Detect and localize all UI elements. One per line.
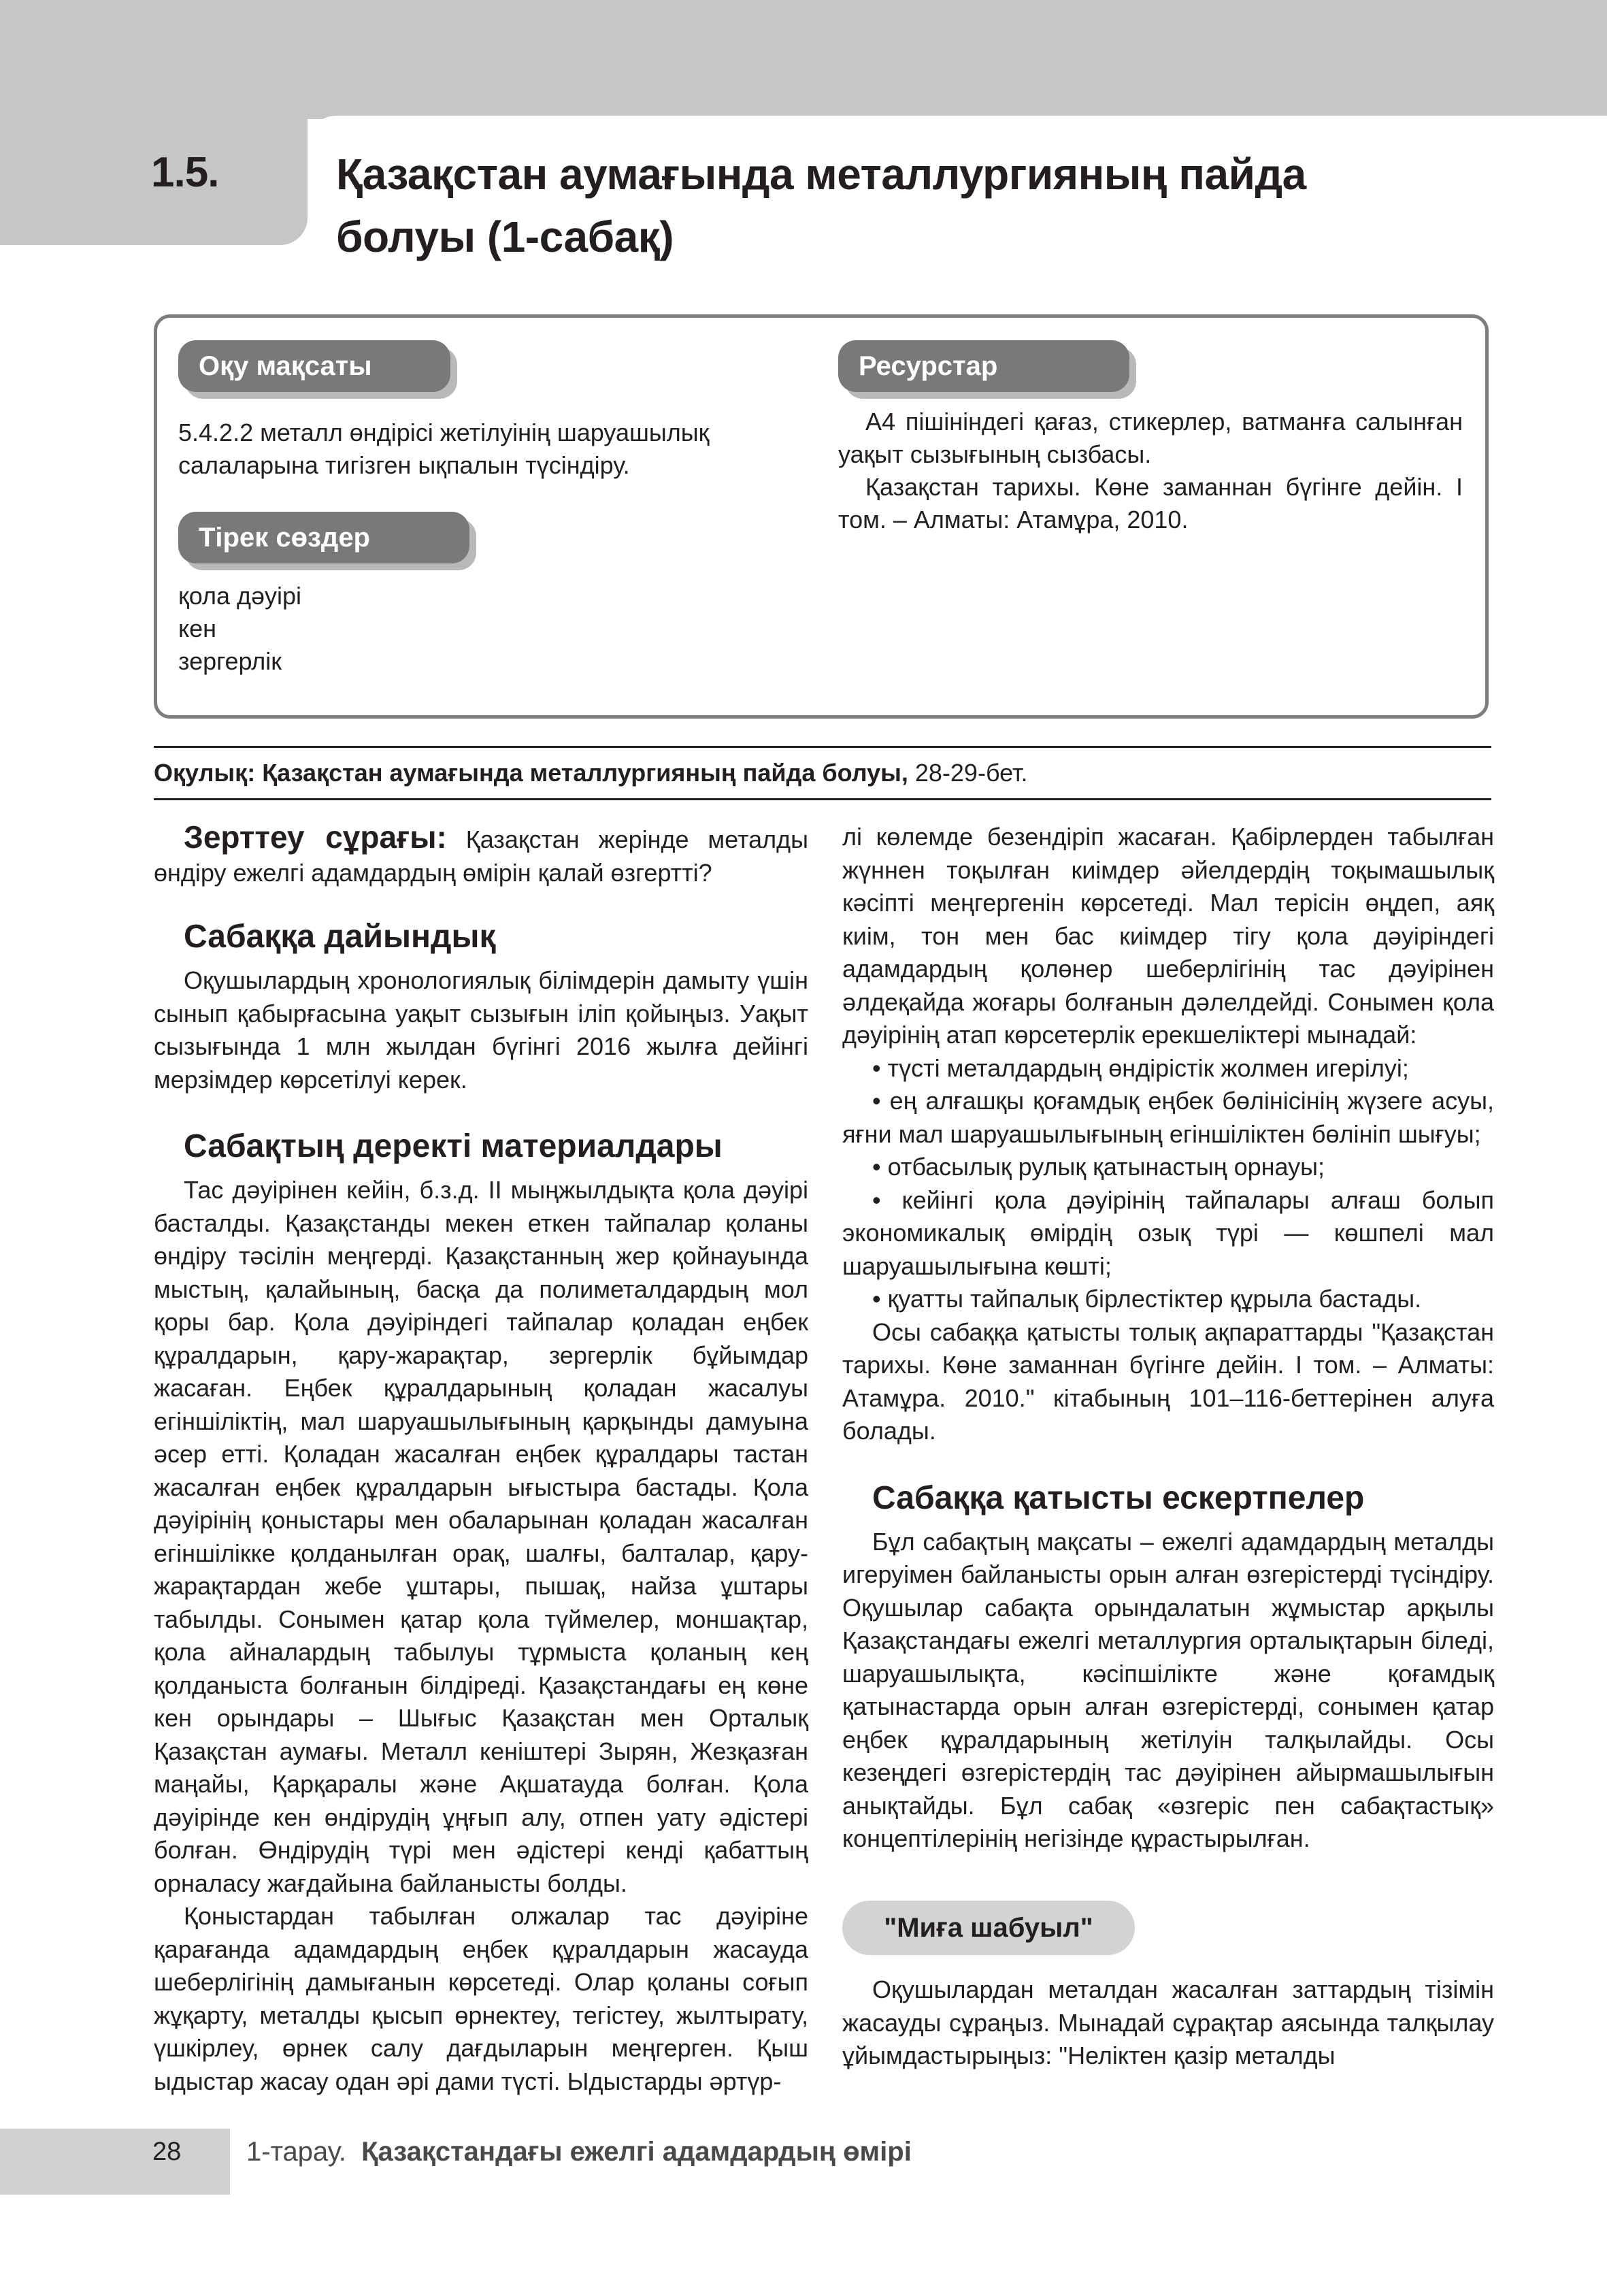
- textbook-reference: [154, 746, 1491, 800]
- source-note: Осы сабаққа қатысты толық ақпараттарды "Қазақстан тарихы. Көне заманнан бүгінге дейін. І том. – Алматы: Атамұра. 2010." кітабының 101–116-беттерінен алуға болады.: [842, 1317, 1494, 1445]
- research-question-label: Зерттеу сұрағы:: [184, 819, 447, 855]
- feature-bullet: • кейінгі қола дәуірінің тайпалары алғаш болып экономикалық өмірдің озық түрі — көшпелі мал шаруашылығына көшті;: [842, 1185, 1494, 1280]
- feature-bullet: • ең алғашқы қоғамдық еңбек бөлінісінің жүзеге асуы, яғни мал шаруашылығының егіншіліктен бөлініп шығуы;: [842, 1087, 1494, 1148]
- learning-goal-text: 5.4.2.2 металл өндірісі жетілуінің шаруашылық салаларына тигізген ықпалын түсіндіру.: [178, 419, 710, 479]
- notes-text: Бұл сабақтың мақсаты – ежелгі адамдардың металды игеруімен байланысты орын алған өзгерістерді түсіндіру. Оқушылар сабақта орындалатын жұмыстар арқылы Қазақстандағы ежелгі металлургия орталықтарын біледі, шаруашылықта, кәсіпшілікте және қоғамдық қатынастарда орын алған өзгерістерді, сонымен қатар еңбек құралдарының жетілуін талқылайды. Осы кезеңдегі өзгерістердің тас дәуірінен айырмашылығын анықтайды. Бұл сабақ «өзгеріс пен сабақтастық» концептілерінің негізінде құрастырылған.: [842, 1527, 1494, 1852]
- page-number: 28: [152, 2137, 182, 2166]
- section-label: 1-тарау.: [246, 2137, 346, 2167]
- lesson-title-line-1: Қазақстан аумағында металлургияның пайда: [336, 150, 1306, 199]
- brainstorm-text: Оқушылардан металдан жасалған заттардың тізімін жасауды сұраңыз. Мынадай сұрақтар аясында талқылау ұйымдастырыңыз: "Неліктен қазір металды: [842, 1975, 1494, 2069]
- feature-bullet: • отбасылық рулық қатынастың орнауы;: [872, 1153, 1325, 1181]
- resource-item: Қазақстан тарихы. Көне заманнан бүгінге дейін. І том. – Алматы: Атамұра, 2010.: [838, 473, 1463, 534]
- key-word: зергерлік: [178, 647, 282, 675]
- materials-paragraph-2: Қоныстардан табылған олжалар тас дәуіріне қарағанда адамдардың еңбек құралдарын жасауда шеберлігінің дамығанын көрсетеді. Олар қоланы соғып жұқарту, металды қысып өрнектеу, тегістеу, жылтырату, үшкірлеу, өрнек салу дағдыларын меңгерген. Қыш ыдыстар жасау одан әрі дами түсті. Ыдыстарды әртүр-: [154, 1902, 808, 2095]
- lesson-title-line-2: болуы (1-сабақ): [336, 212, 674, 261]
- key-words-label: Тірек сөздер: [178, 512, 469, 563]
- lesson-number: 1.5.: [151, 149, 219, 196]
- section-title: Қазақстандағы ежелгі адамдардың өмірі: [361, 2137, 912, 2167]
- section-heading-notes: Сабаққа қатысты ескертпелер: [872, 1479, 1365, 1516]
- resources-list: [838, 406, 1463, 536]
- key-words-list: [178, 580, 655, 678]
- key-word: кен: [178, 614, 217, 642]
- lesson-number-tab: [0, 0, 308, 245]
- feature-bullet: • түсті металдардың өндірістік жолмен игерілуі;: [872, 1053, 1409, 1082]
- feature-bullet: • қуатты тайпалық бірлестіктер құрыла бастады.: [872, 1285, 1422, 1313]
- running-footer: [246, 2133, 912, 2171]
- textbook-pages: 28-29-бет.: [908, 759, 1028, 787]
- research-question-text: Қазақстан жерінде металды өндіру ежелгі адамдардың өмірін қалай өзгертті?: [154, 825, 808, 887]
- resources-label: Ресурстар: [838, 340, 1129, 392]
- resource-item: А4 пішініндегі қағаз, стикерлер, ватманға салынған уақыт сызығының сызбасы.: [838, 408, 1463, 468]
- materials-continued: лі көлемде безендіріп жасаған. Қабірлерден табылған жүннен тоқылған киімдер әйелдердің тоқымашылық кәсіпті меңгергенін көрсетеді. Мал терісін өңдеп, аяқ киім, тон мен бас киімдер тігу қола дәуіріндегі адамдардың қолөнер шеберлігінің тас дәуірінен әлдеқайда жоғары болғанын дәлелдейді. Сонымен қола дәуірінің атап көрсетерлік ерекшеліктері мынадай:: [842, 823, 1494, 1049]
- learning-goal-label: Оқу мақсаты: [178, 340, 450, 392]
- brainstorm-label: "Миға шабуыл": [842, 1901, 1135, 1955]
- left-column: [154, 821, 808, 2098]
- materials-paragraph-1: Тас дәуірінен кейін, б.з.д. ІІ мыңжылдықта қола дәуірі басталды. Қазақстанды мекен еткен тайпалар қоланы өндіру тәсілін меңгерді. Қазақстанның жер қойнауында мыстың, қалайының, басқа да полиметалдардың мол қоры бар. Қола дәуіріндегі тайпалар қоладан еңбек құралдарын, қару-жарақтар, зергерлік бұйымдар жасаған. Еңбек құралдарының қоладан жасалуы егіншіліктің, мал шаруашылығының қарқынды дамуына әсер етті. Қоладан жасалған еңбек құралдары тастан жасалған еңбек құралдарын ығыстыра бастады. Қола дәуірінің қоныстары мен обаларынан қоладан жасалған егіншілікке қолданылған орақ, шалғы, балталар, қару-жарақтардан жебе ұштары, пышақ, найза ұштары табылды. Сонымен қатар қола түймелер, моншақтар, қола айналардың табылуы тұрмыста қоланың кең қолданыста болғанын білдіреді. Қазақстандағы ең көне кен орындары – Шығыс Қазақстан мен Орталық Қазақстан аумағы. Металл кеніштері Зырян, Жезқазған маңайы, Қарқаралы және Ақшатауда болған. Қола дәуірінде кен өндірудің ұңғып алу, отпен уату әдістері болған. Өндірудің түрі мен әдістері кенді қабаттың орналасу жағдайына байланысты болды.: [154, 1176, 808, 1897]
- right-column: [842, 821, 1494, 1856]
- section-heading-preparation: Сабаққа дайындық: [184, 919, 496, 955]
- lesson-title: [336, 143, 1493, 268]
- key-word: қола дәуірі: [178, 582, 302, 610]
- brainstorm-section: [842, 1973, 1494, 2073]
- section-heading-materials: Сабақтың деректі материалдары: [184, 1128, 723, 1164]
- page-number-box: [0, 2129, 230, 2195]
- preparation-text: Оқушылардың хронологиялық білімдерін дамыту үшін сынып қабырғасына уақыт сызығын іліп қойыңыз. Уақыт сызығында 1 млн жылдан бүгінгі 2016 жылға дейінгі мерзімдер көрсетілуі керек.: [154, 966, 808, 1094]
- textbook-reference-title: Оқулық: Қазақстан аумағында металлургияның пайда болуы,: [154, 759, 908, 787]
